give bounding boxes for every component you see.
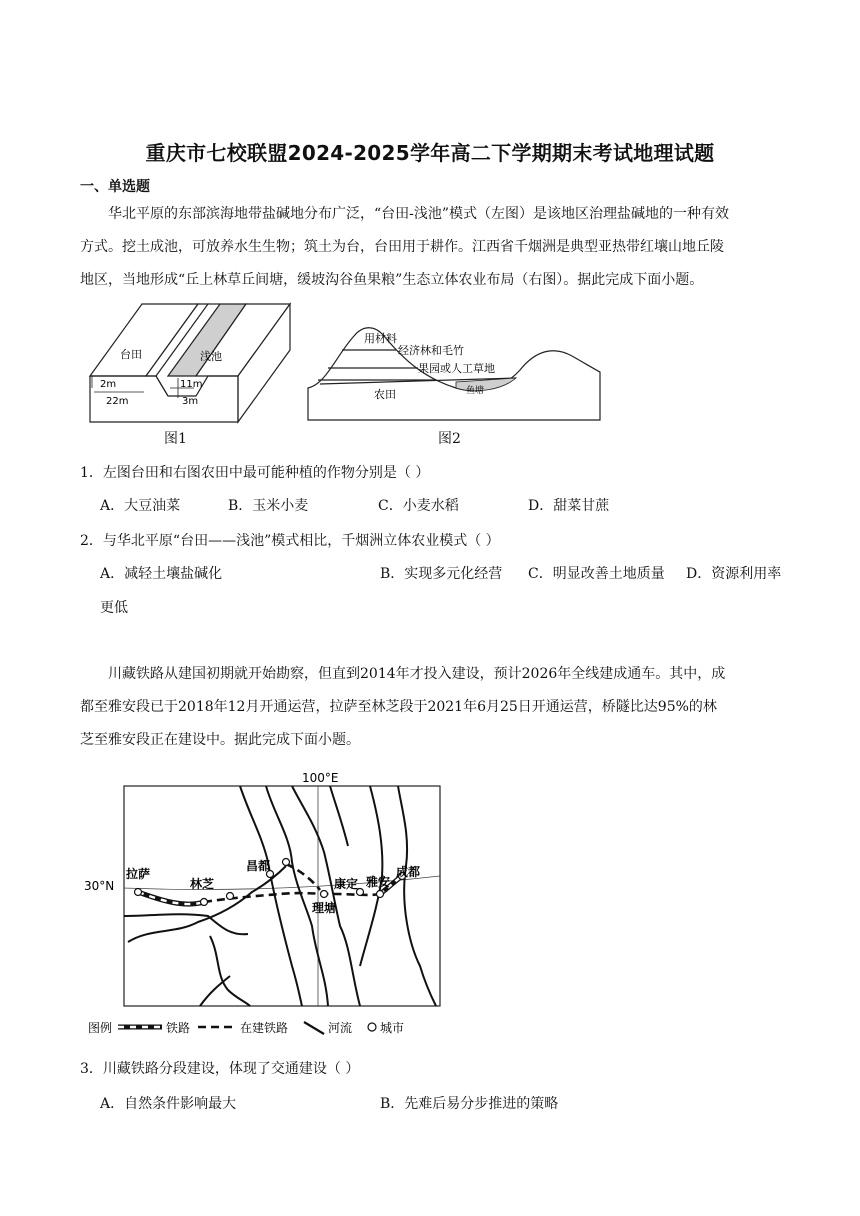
passage-2-line: 川藏铁路从建国初期就开始勘察，但直到2014年才投入建设，预计2026年全线建成通车。其中，成 xyxy=(108,666,726,682)
city-lasa-dot xyxy=(135,889,142,896)
passage-1-line: 方式。挖土成池，可放养水生生物；筑土为台，台田用于耕作。江西省千烟洲是典型亚热带红壤山地丘陵 xyxy=(80,239,724,255)
city-kangding: 康定 xyxy=(334,877,359,891)
figure-1-diagram xyxy=(86,300,296,450)
legend-construction: 在建铁路 xyxy=(240,1021,289,1035)
figure-1-caption: 图1 xyxy=(164,431,187,447)
legend-city-symbol xyxy=(368,1023,376,1031)
dim-11m: 11m xyxy=(180,379,203,390)
label-jingjilin: 经济林和毛竹 xyxy=(398,344,464,357)
q3-option-b: B．先难后易分步推进的策略 xyxy=(380,1096,559,1112)
map-frame xyxy=(124,786,440,1006)
figure-2-diagram xyxy=(306,316,602,424)
passage-2 xyxy=(80,658,782,757)
q2-option-a: A．减轻土壤盐碱化 xyxy=(100,566,223,582)
longitude-label: 100°E xyxy=(302,771,339,785)
question-3-stem: 3．川藏铁路分段建设，体现了交通建设（ ） xyxy=(80,1061,360,1077)
sichuan-tibet-railway-map xyxy=(80,766,460,1040)
label-taitian: 台田 xyxy=(120,348,142,361)
city-litang-dot xyxy=(321,891,328,898)
page-title: 重庆市七校联盟2024-2025学年高二下学期期末考试地理试题 xyxy=(145,141,715,165)
legend-railway: 铁路 xyxy=(166,1021,191,1035)
city-linzhi-dot xyxy=(201,899,208,906)
q1-option-a: A．大豆油菜 xyxy=(100,498,181,514)
q2-option-b: B．实现多元化经营 xyxy=(380,566,503,582)
q1-option-c: C．小麦水稻 xyxy=(378,498,459,514)
city-lasa: 拉萨 xyxy=(126,867,151,881)
legend-title: 图例 xyxy=(88,1021,113,1035)
label-qianchi: 浅池 xyxy=(200,350,222,363)
city-yaan-dot xyxy=(377,891,384,898)
label-guoyuan: 果园或人工草地 xyxy=(418,362,495,375)
q1-option-d: D．甜菜甘蔗 xyxy=(528,498,610,514)
passage-2-line: 芝至雅安段正在建设中。据此完成下面小题。 xyxy=(80,732,360,748)
q1-option-b: B．玉米小麦 xyxy=(228,498,309,514)
label-yongcailiao: 用材料 xyxy=(364,332,397,345)
label-nongtian: 农田 xyxy=(374,388,396,401)
city-yaan: 雅安 xyxy=(366,875,391,889)
q2-option-d: D．资源利用率 xyxy=(686,566,782,582)
legend-river-symbol xyxy=(304,1022,324,1034)
q2-option-d-continued: 更低 xyxy=(100,600,128,616)
city-chengdu: 成都 xyxy=(396,865,421,879)
legend-river: 河流 xyxy=(328,1021,353,1035)
passage-1-line: 地区，当地形成“丘上林草丘间塘，缓坡沟谷鱼果粮”生态立体农业布局（右图）。据此完成下面小题。 xyxy=(80,272,704,288)
city-litang: 理塘 xyxy=(312,901,337,915)
latitude-label: 30°N xyxy=(84,879,115,893)
city-changdu: 昌都 xyxy=(246,859,271,873)
section-heading: 一、单选题 xyxy=(80,179,150,195)
dim-22m: 22m xyxy=(106,396,129,407)
question-2-stem: 2．与华北平原“台田——浅池”模式相比，千烟洲立体农业模式（ ） xyxy=(80,533,500,549)
dim-3m: 3m xyxy=(182,396,199,407)
city-linzhi: 林芝 xyxy=(190,877,215,891)
q3-option-a: A．自然条件影响最大 xyxy=(100,1096,237,1112)
map-legend xyxy=(88,1016,448,1040)
dim-2m: 2m xyxy=(100,379,117,390)
q2-option-c: C．明显改善土地质量 xyxy=(528,566,665,582)
passage-2-line: 都至雅安段已于2018年12月开通运营，拉萨至林芝段于2021年6月25日开通运营，桥隧比达95%的林 xyxy=(80,699,717,715)
passage-1 xyxy=(80,198,782,297)
label-yutang: 鱼塘 xyxy=(466,386,485,396)
passage-1-line: 华北平原的东部滨海地带盐碱地分布广泛，“台田-浅池”模式（左图）是该地区治理盐碱地的一种有效 xyxy=(108,206,730,222)
figure-2-caption: 图2 xyxy=(438,431,461,447)
legend-city: 城市 xyxy=(380,1021,405,1035)
question-1-stem: 1．左图台田和右图农田中最可能种植的作物分别是（ ） xyxy=(80,465,430,481)
